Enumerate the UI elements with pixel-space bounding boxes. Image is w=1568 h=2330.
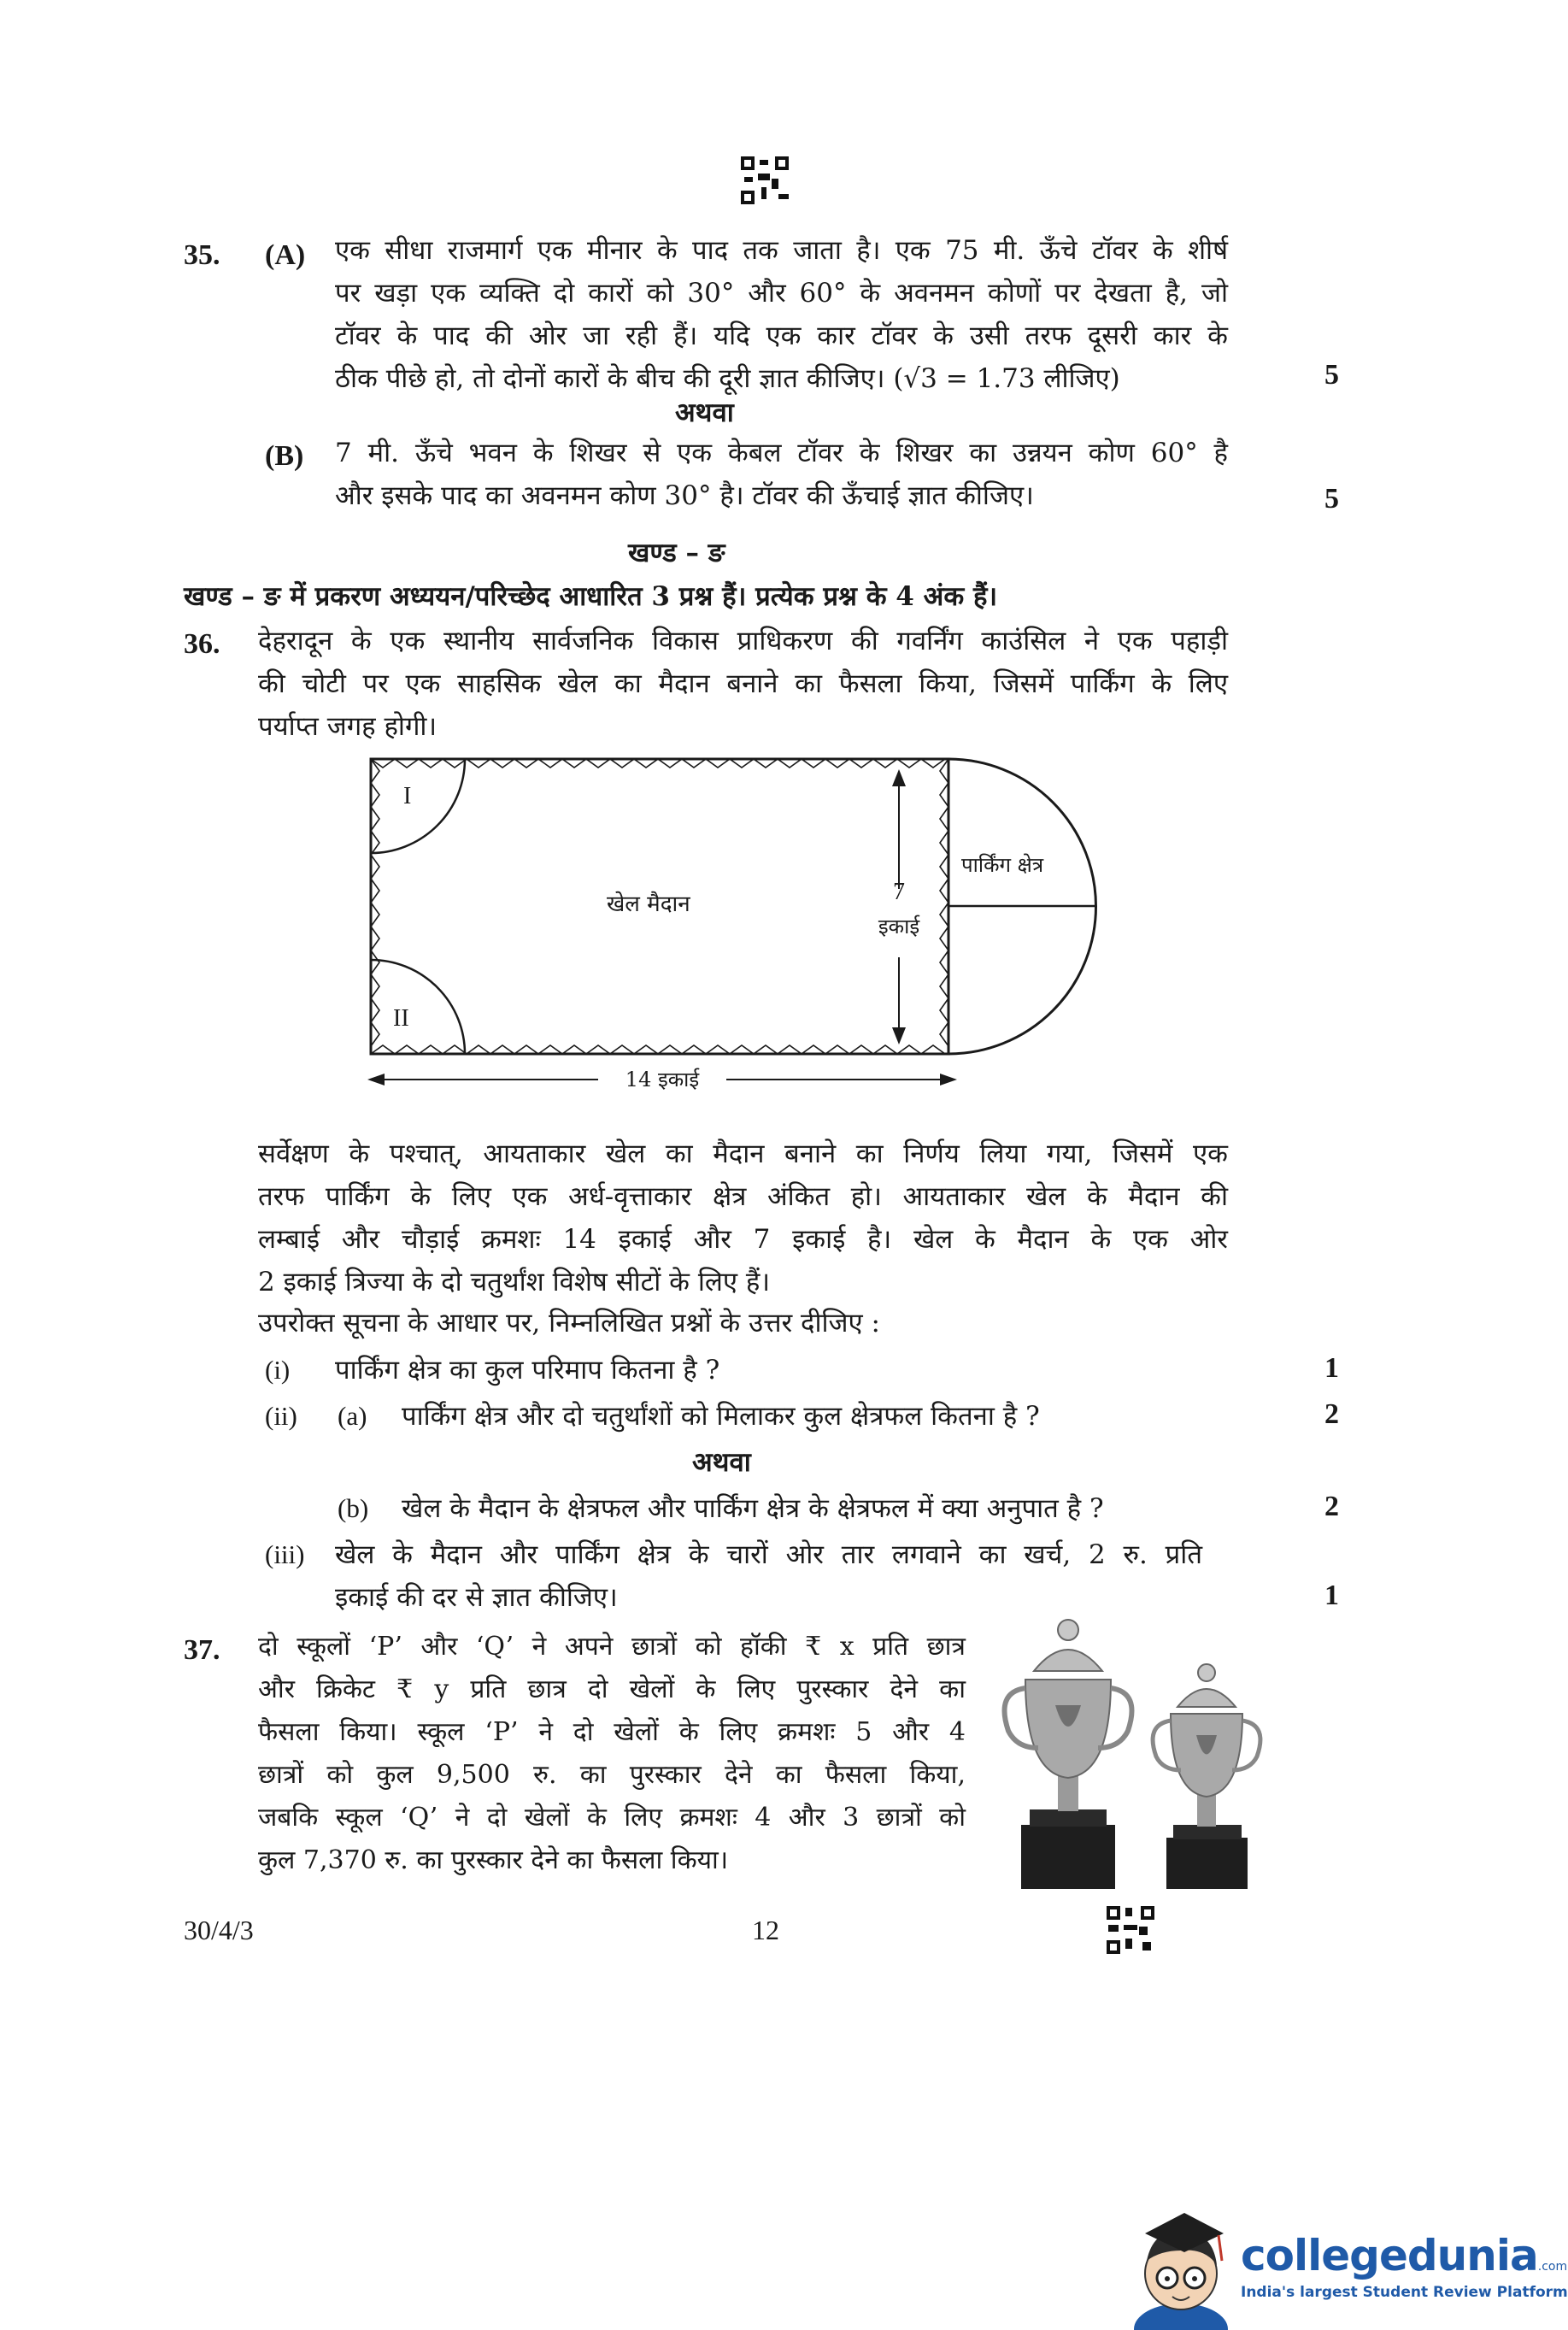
subpart-label-ii-a: (a)	[338, 1401, 367, 1431]
text-line: देहरादून के एक स्थानीय सार्वजनिक विकास प्राधिकरण की गवर्निंग काउंसिल ने एक पहाड़ी	[258, 626, 1228, 656]
quadrant-label-two: II	[393, 1005, 409, 1032]
text-line: पर खड़ा एक व्यक्ति दो कारों को 30° और 60° के अवनमन कोणों पर देखता है, जो	[335, 278, 1228, 309]
text-line: एक सीधा राजमार्ग एक मीनार के पाद तक जाता है। एक 75 मी. ऊँचे टॉवर के शीर्ष	[335, 235, 1228, 266]
or-label: अथवा	[692, 1447, 751, 1478]
text-line: फैसला किया। स्कूल ‘P’ ने दो खेलों के लिए क्रमशः 5 और 4	[258, 1717, 966, 1747]
quadrant-label-one: I	[403, 783, 412, 809]
subpart-label-i: (i)	[265, 1355, 291, 1385]
subpart-label-iii: (iii)	[265, 1539, 305, 1569]
text-line: दो स्कूलों ‘P’ और ‘Q’ ने अपने छात्रों को हॉकी ₹ x प्रति छात्र	[258, 1632, 966, 1662]
height-label-unit: इकाई	[878, 915, 920, 938]
section-instruction: खण्ड – ङ में प्रकरण अध्ययन/परिच्छेद आधारित 3 प्रश्न हैं। प्रत्येक प्रश्न के 4 अंक हैं।	[184, 581, 998, 612]
trophies-image	[991, 1611, 1273, 1893]
subpart-text-iii	[335, 1533, 1202, 1619]
question-text	[335, 432, 1228, 517]
width-label: 14 इकाई	[625, 1068, 700, 1091]
text-line: कुल 7,370 रु. का पुरस्कार देने का फैसला किया।	[258, 1845, 729, 1875]
trophy-icon	[1153, 1664, 1260, 1889]
marks: 2	[1324, 1398, 1339, 1430]
text-line: जबकि स्कूल ‘Q’ ने दो खेलों के लिए क्रमशः 4 और 3 छात्रों को	[258, 1803, 966, 1833]
marks: 1	[1324, 1352, 1339, 1384]
subpart-text-ii-b: खेल के मैदान के क्षेत्रफल और पार्किंग क्षेत्र के क्षेत्रफल में क्या अनुपात है ?	[402, 1493, 1104, 1524]
field-label: खेल मैदान	[607, 891, 690, 917]
text-line: और क्रिकेट ₹ y प्रति छात्र दो खेलों के लिए पुरस्कार देने का	[258, 1674, 966, 1704]
or-label: अथवा	[675, 397, 734, 428]
brand-com: .com	[1537, 2260, 1568, 2274]
quadrant-two	[371, 960, 465, 1054]
height-label-number: 7	[893, 879, 905, 905]
qr-code-top	[741, 156, 789, 204]
brand-name: collegedunia	[1241, 2231, 1538, 2280]
question-prompt: उपरोक्त सूचना के आधार पर, निम्नलिखित प्रश्नों के उत्तर दीजिए :	[258, 1308, 880, 1339]
text-line: तरफ पार्किंग के लिए एक अर्ध-वृत्ताकार क्षेत्र अंकित हो। आयताकार खेल के मैदान की	[258, 1181, 1228, 1212]
text-line: टॉवर के पाद की ओर जा रही हैं। यदि एक कार टॉवर के उसी तरफ दूसरी कार के	[335, 321, 1228, 351]
trophy-icon	[1005, 1620, 1132, 1889]
subpart-text-i: पार्किंग क्षेत्र का कुल परिमाप कितना है ?	[335, 1355, 720, 1386]
text-line: 2 इकाई त्रिज्या के दो चतुर्थांश विशेष सीटों के लिए हैं।	[258, 1267, 771, 1297]
brand-tagline: India's largest Student Review Platform	[1241, 2284, 1568, 2301]
text-line: लम्बाई और चौड़ाई क्रमशः 14 इकाई और 7 इकाई है। खेल के मैदान के एक ओर	[258, 1224, 1228, 1255]
question-number: 37.	[184, 1634, 220, 1666]
quadrant-one	[371, 759, 465, 853]
question-text	[335, 229, 1228, 400]
marks: 1	[1324, 1580, 1339, 1611]
collegedunia-mascot-icon	[1128, 2201, 1239, 2330]
section-title: खण्ड – ङ	[628, 538, 725, 568]
marks: 5	[1324, 359, 1339, 391]
text-line: 7 मी. ऊँचे भवन के शिखर से एक केबल टॉवर के शिखर का उन्नयन कोण 60° है	[335, 438, 1228, 468]
parking-label: पार्किंग क्षेत्र	[961, 853, 1044, 877]
subpart-text-ii-a: पार्किंग क्षेत्र और दो चतुर्थांशों को मिलाकर कुल क्षेत्रफल कितना है ?	[402, 1401, 1040, 1432]
text-line: छात्रों को कुल 9,500 रु. का पुरस्कार देने का फैसला किया,	[258, 1760, 966, 1790]
text-line: पर्याप्त जगह होगी।	[258, 711, 438, 742]
subpart-label-ii: (ii)	[265, 1401, 297, 1431]
part-label-a: (A)	[265, 239, 306, 271]
playground-diagram	[359, 744, 1094, 1103]
question-number: 35.	[184, 239, 220, 271]
part-label-b: (B)	[265, 440, 304, 472]
text-line: और इसके पाद का अवनमन कोण 30° है। टॉवर की ऊँचाई ज्ञात कीजिए।	[335, 480, 1034, 511]
question-text	[258, 620, 1228, 748]
text-line: ठीक पीछे हो, तो दोनों कारों के बीच की दूरी ज्ञात कीजिए। (√3 = 1.73 लीजिए)	[335, 363, 1120, 394]
question-text	[258, 1626, 966, 1882]
text-line: सर्वेक्षण के पश्चात्, आयताकार खेल का मैदान बनाने का निर्णय लिया गया, जिसमें एक	[258, 1139, 1228, 1169]
subpart-label-ii-b: (b)	[338, 1493, 369, 1523]
collegedunia-logo	[1241, 2231, 1568, 2301]
question-number: 36.	[184, 628, 220, 660]
paper-code: 30/4/3	[184, 1915, 254, 1945]
text-line: खेल के मैदान और पार्किंग क्षेत्र के चारों ओर तार लगवाने का खर्च, 2 रु. प्रति	[335, 1539, 1202, 1570]
qr-code-bottom	[1107, 1906, 1154, 1954]
case-paragraph	[258, 1133, 1228, 1303]
text-line: की चोटी पर एक साहसिक खेल का मैदान बनाने का फैसला किया, जिसमें पार्किंग के लिए	[258, 668, 1228, 699]
text-line: इकाई की दर से ज्ञात कीजिए।	[335, 1582, 618, 1613]
page-number: 12	[752, 1915, 779, 1945]
marks: 5	[1324, 483, 1339, 515]
marks: 2	[1324, 1491, 1339, 1522]
